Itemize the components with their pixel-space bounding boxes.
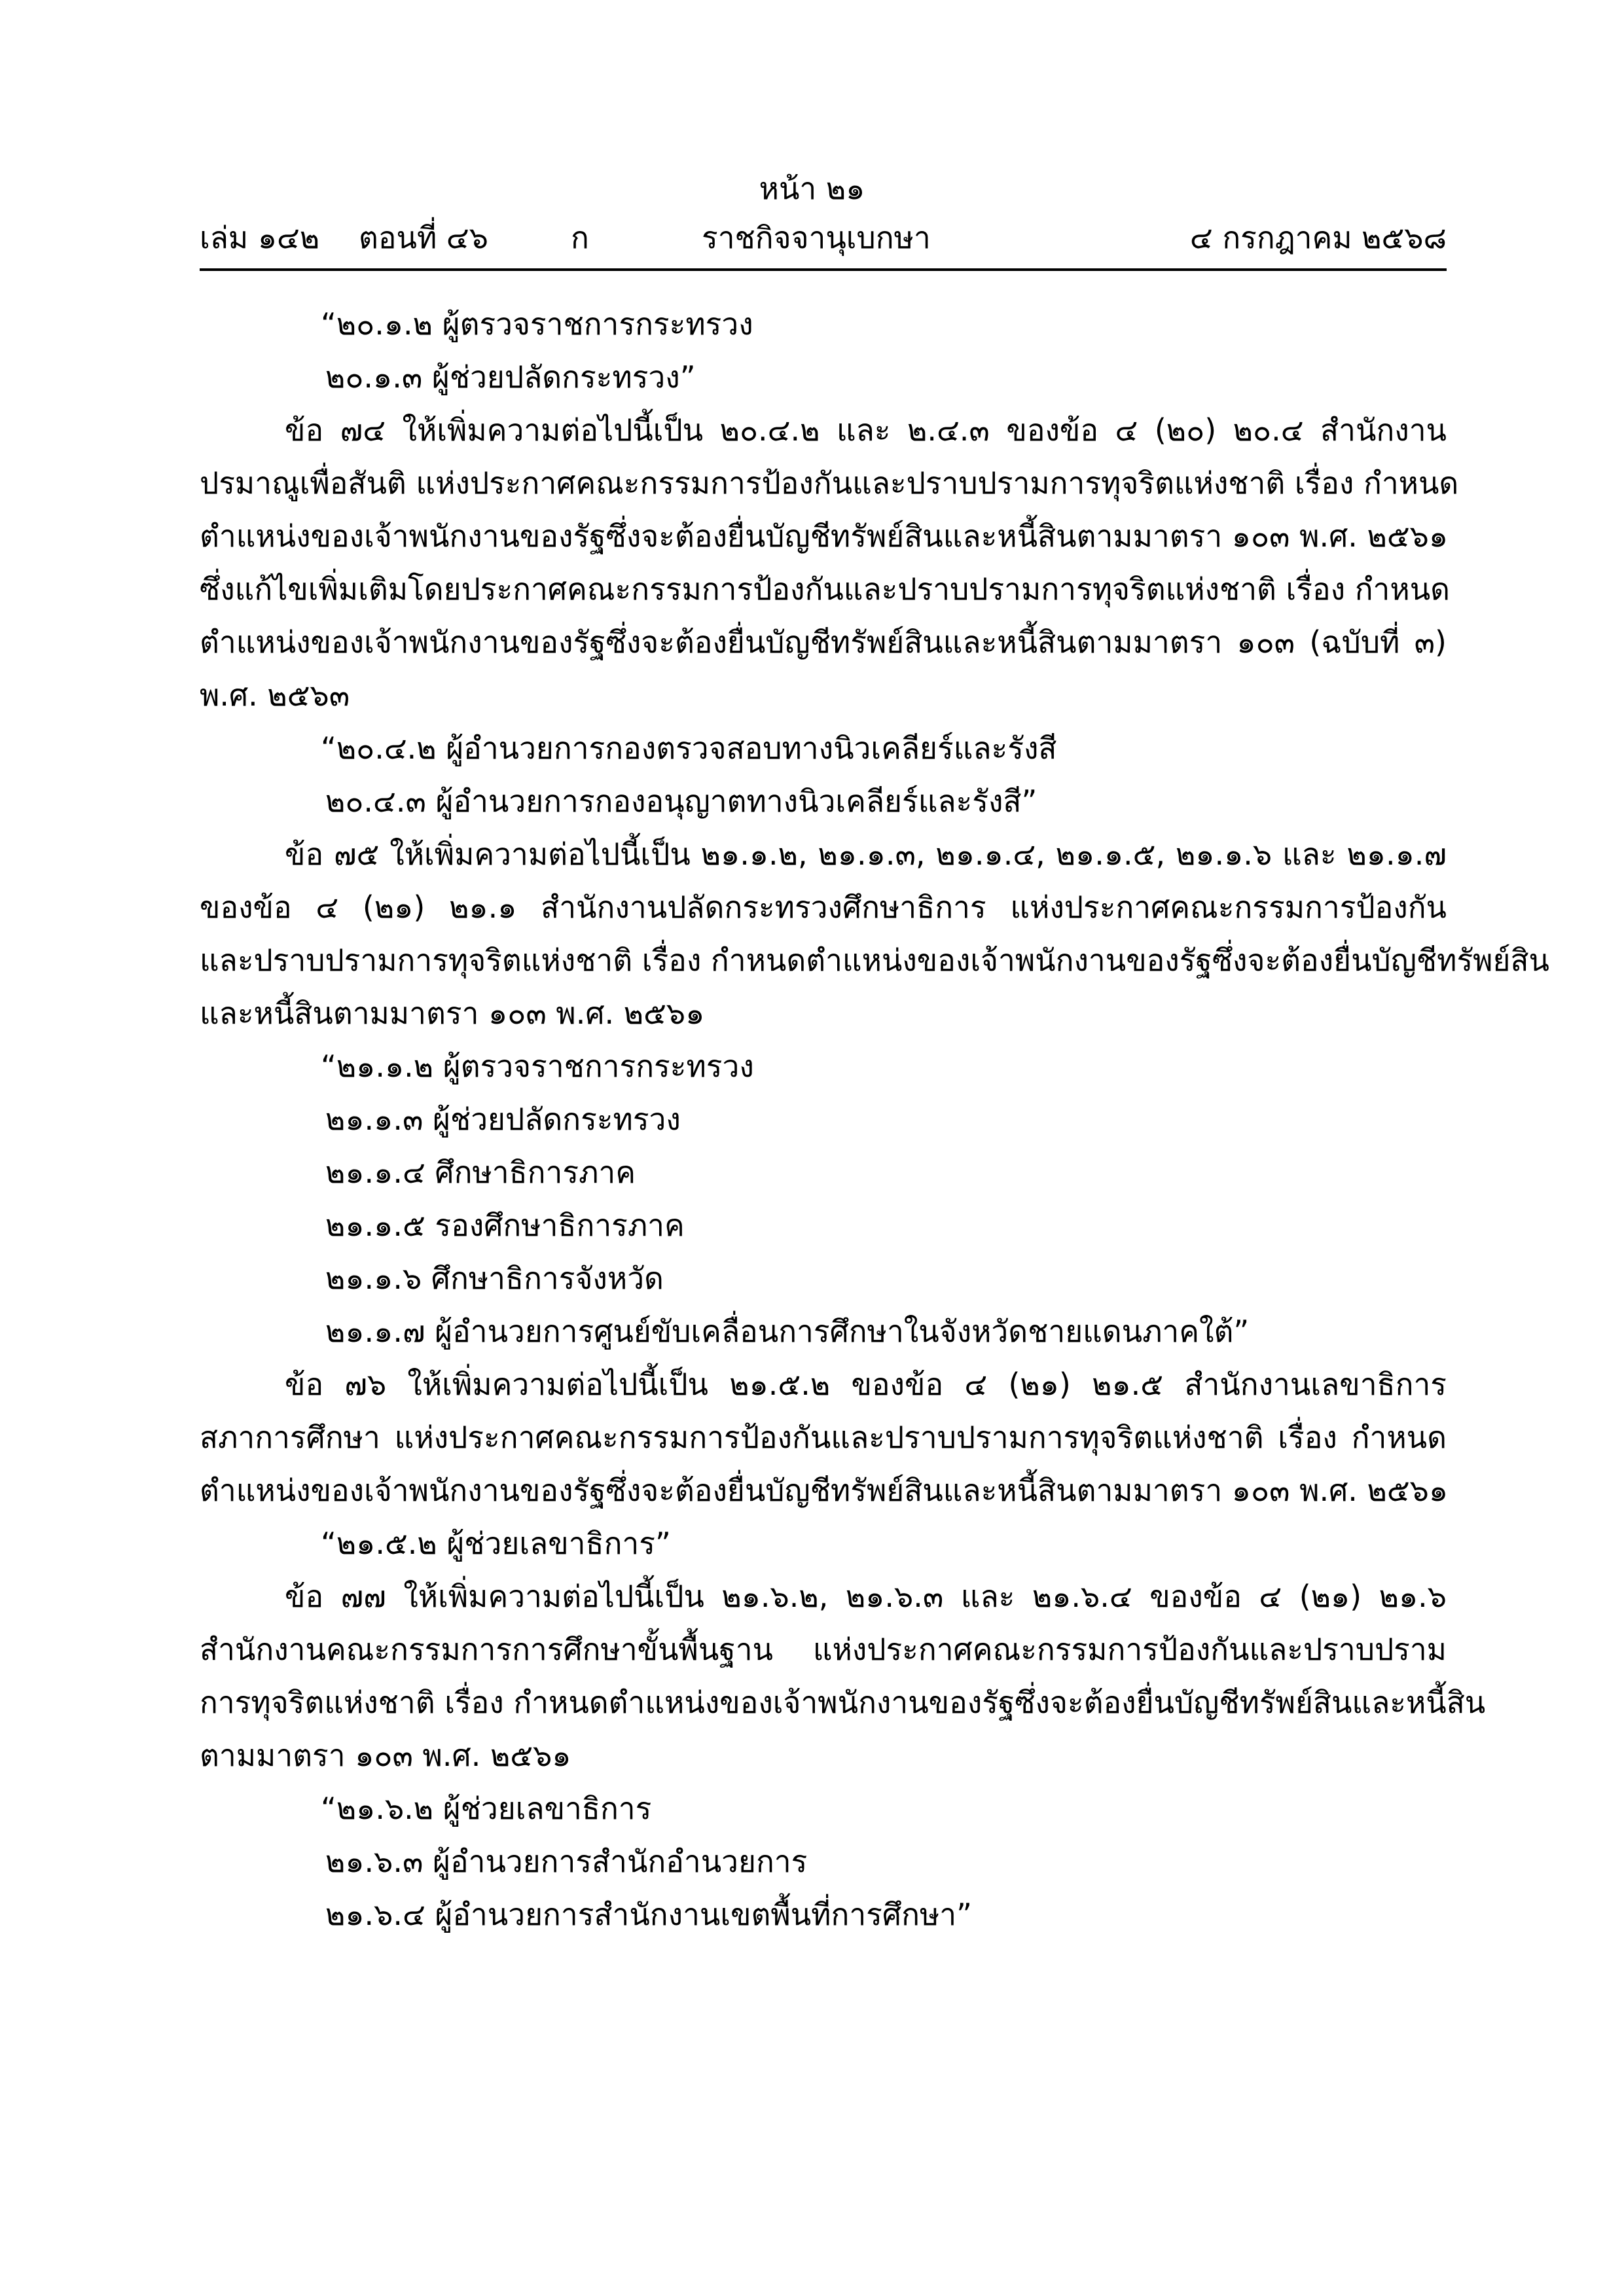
- text-line: ข้อ ๗๗ ให้เพิ่มความต่อไปนี้เป็น ๒๑.๖.๒, ๒๑.๖.๓ และ ๒๑.๖.๔ ของข้อ ๔ (๒๑) ๒๑.๖: [285, 1579, 1447, 1614]
- text-line: ๒๑.๑.๗ ผู้อำนวยการศูนย์ขับเคลื่อนการศึกษาในจังหวัดชายแดนภาคใต้”: [325, 1314, 1250, 1349]
- section-label: ตอนที่ ๔๖: [359, 220, 488, 255]
- header-divider: [200, 268, 1447, 271]
- text-line: ๒๐.๔.๓ ผู้อำนวยการกองอนุญาตทางนิวเคลียร์และรังสี”: [325, 783, 1038, 819]
- text-line: การทุจริตแห่งชาติ เรื่อง กำหนดตำแหน่งของเจ้าพนักงานของรัฐซึ่งจะต้องยื่นบัญชีทรัพย์สินและหนี้สิน: [200, 1685, 1486, 1720]
- text-line: ปรมาณูเพื่อสันติ แห่งประกาศคณะกรรมการป้องกันและปราบปรามการทุจริตแห่งชาติ เรื่อง กำหนด: [200, 465, 1459, 501]
- text-line: ตามมาตรา ๑๐๓ พ.ศ. ๒๕๖๑: [200, 1738, 571, 1773]
- text-line: “๒๑.๑.๒ ผู้ตรวจราชการกระทรวง: [321, 1049, 754, 1084]
- text-line: ข้อ ๗๔ ให้เพิ่มความต่อไปนี้เป็น ๒๐.๔.๒ และ ๒.๔.๓ ของข้อ ๔ (๒๐) ๒๐.๔ สำนักงาน: [285, 412, 1447, 448]
- publication-title: ราชกิจจานุเบกษา: [702, 220, 931, 255]
- text-line: และหนี้สินตามมาตรา ๑๐๓ พ.ศ. ๒๕๖๑: [200, 996, 705, 1031]
- text-line: ๒๑.๑.๖ ศึกษาธิการจังหวัด: [325, 1261, 664, 1296]
- text-line: สำนักงานคณะกรรมการการศึกษาขั้นพื้นฐาน แห่งประกาศคณะกรรมการป้องกันและปราบปราม: [200, 1632, 1447, 1667]
- text-line: ข้อ ๗๕ ให้เพิ่มความต่อไปนี้เป็น ๒๑.๑.๒, ๒๑.๑.๓, ๒๑.๑.๔, ๒๑.๑.๕, ๒๑.๑.๖ และ ๒๑.๑.๗: [285, 836, 1447, 872]
- text-line: ซึ่งแก้ไขเพิ่มเติมโดยประกาศคณะกรรมการป้องกันและปราบปรามการทุจริตแห่งชาติ เรื่อง กำหนด: [200, 571, 1451, 607]
- part-label: ก: [571, 220, 589, 255]
- text-line: ๒๑.๖.๔ ผู้อำนวยการสำนักงานเขตพื้นที่การศึกษา”: [325, 1897, 972, 1932]
- page-number: หน้า ๒๑: [759, 171, 865, 206]
- text-line: “๒๐.๑.๒ ผู้ตรวจราชการกระทรวง: [321, 306, 753, 342]
- text-line: “๒๑.๕.๒ ผู้ช่วยเลขาธิการ”: [321, 1526, 671, 1561]
- text-line: ตำแหน่งของเจ้าพนักงานของรัฐซึ่งจะต้องยื่นบัญชีทรัพย์สินและหนี้สินตามมาตรา ๑๐๓ (ฉบับที่ ๓): [200, 624, 1447, 660]
- publication-date: ๔ กรกฎาคม ๒๕๖๘: [1189, 220, 1447, 255]
- text-line: “๒๐.๔.๒ ผู้อำนวยการกองตรวจสอบทางนิวเคลียร์และรังสี: [321, 730, 1057, 766]
- text-line: ตำแหน่งของเจ้าพนักงานของรัฐซึ่งจะต้องยื่นบัญชีทรัพย์สินและหนี้สินตามมาตรา ๑๐๓ พ.ศ. ๒๕๖๑: [200, 1473, 1449, 1508]
- text-line: ของข้อ ๔ (๒๑) ๒๑.๑ สำนักงานปลัดกระทรวงศึกษาธิการ แห่งประกาศคณะกรรมการป้องกัน: [200, 889, 1447, 925]
- volume-label: เล่ม ๑๔๒: [200, 220, 320, 255]
- text-line: ตำแหน่งของเจ้าพนักงานของรัฐซึ่งจะต้องยื่นบัญชีทรัพย์สินและหนี้สินตามมาตรา ๑๐๓ พ.ศ. ๒๕๖๑: [200, 518, 1449, 554]
- text-line: “๒๑.๖.๒ ผู้ช่วยเลขาธิการ: [321, 1791, 652, 1826]
- text-line: สภาการศึกษา แห่งประกาศคณะกรรมการป้องกันและปราบปรามการทุจริตแห่งชาติ เรื่อง กำหนด: [200, 1420, 1447, 1455]
- text-line: ๒๑.๑.๔ ศึกษาธิการภาค: [325, 1155, 636, 1190]
- document-body: [200, 298, 1549, 1941]
- text-line: และปราบปรามการทุจริตแห่งชาติ เรื่อง กำหนดตำแหน่งของเจ้าพนักงานของรัฐซึ่งจะต้องยื่นบัญชีทรัพย์สิน: [200, 942, 1549, 978]
- text-line: ข้อ ๗๖ ให้เพิ่มความต่อไปนี้เป็น ๒๑.๕.๒ ของข้อ ๔ (๒๑) ๒๑.๕ สำนักงานเลขาธิการ: [285, 1367, 1447, 1402]
- text-line: ๒๑.๑.๕ รองศึกษาธิการภาค: [325, 1208, 685, 1243]
- text-line: ๒๑.๑.๓ ผู้ช่วยปลัดกระทรวง: [325, 1102, 681, 1137]
- text-line: ๒๐.๑.๓ ผู้ช่วยปลัดกระทรวง”: [325, 359, 696, 395]
- text-line: พ.ศ. ๒๕๖๓: [200, 677, 350, 713]
- text-line: ๒๑.๖.๓ ผู้อำนวยการสำนักอำนวยการ: [325, 1844, 808, 1879]
